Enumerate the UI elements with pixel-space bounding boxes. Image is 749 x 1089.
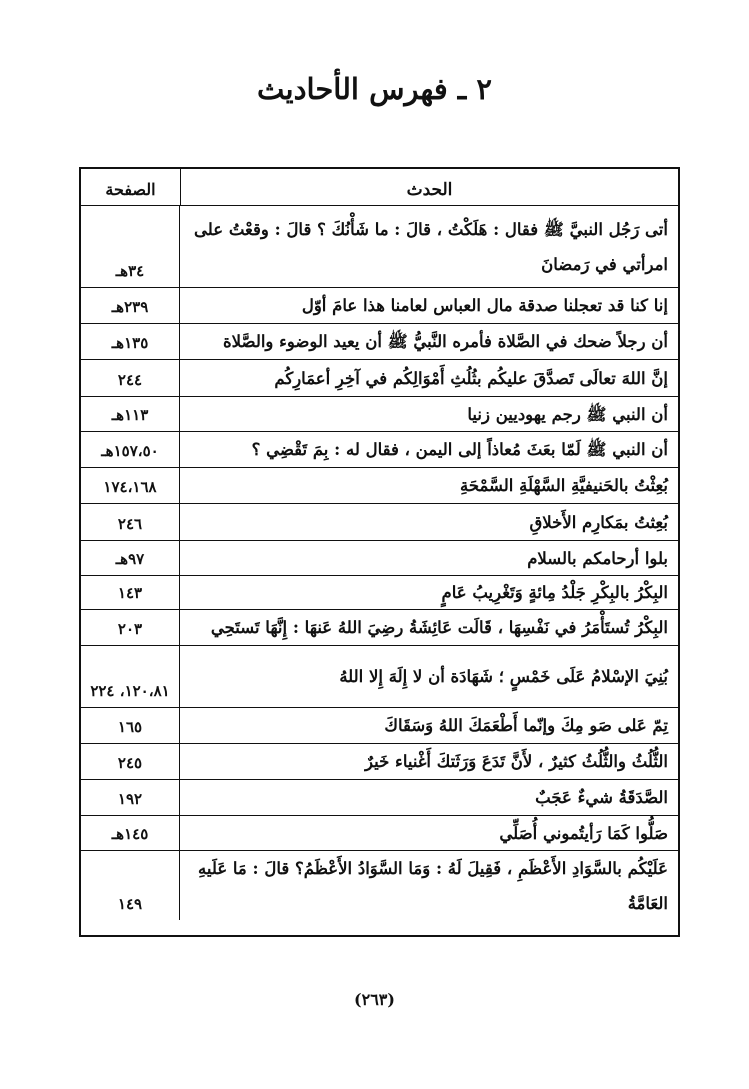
page-reference: ١٤٣ [81, 576, 180, 609]
hadith-text [180, 708, 678, 743]
page-reference: ١٥٧،٥٠هـ [81, 432, 180, 467]
hadith-text-content: أن النبي ﷺ رجم يهوديين زنيا [467, 404, 668, 424]
hadith-text [180, 816, 678, 850]
hadith-text [180, 324, 678, 359]
page-reference: ٩٧هـ [81, 541, 180, 575]
hadith-text [180, 851, 678, 920]
table-body [81, 206, 678, 920]
page-reference: ٢٣٩هـ [81, 288, 180, 323]
hadith-text [180, 744, 678, 779]
page-reference: ٢٤٤ [81, 360, 180, 396]
hadith-text [180, 432, 678, 467]
hadith-text-content: تِمّ عَلى صَو مِكَ وإنّما أَطْعَمَكَ اللهُ وَسَقَاكَ [384, 716, 668, 735]
table-row [81, 646, 678, 708]
page-reference: ١٤٥هـ [81, 816, 180, 850]
page-reference: ١٢٠،٨١، ٢٢٤ [81, 646, 180, 707]
page-reference: ١١٣هـ [81, 397, 180, 431]
table-row [81, 576, 678, 610]
hadith-text-content: الصَّدَقَةُ شيءٌ عَجَبٌ [535, 788, 668, 807]
hadith-text [180, 576, 678, 609]
hadith-text-content: صَلُّوا كَمَا رَأيتُموني أُصَلِّي [499, 823, 668, 843]
table-row [81, 432, 678, 468]
hadith-text [180, 504, 678, 540]
hadith-text-content: البِكْرُ تُستَأْمَرُ في نَفْسِهَا ، قَالَت عَائِشَةُ رضِيَ اللهُ عَنهَا : إِنَّهَا تَستَحِي [210, 618, 668, 637]
page-reference: ١٣٥هـ [81, 324, 180, 359]
hadith-text [180, 780, 678, 815]
table-row [81, 360, 678, 397]
page-reference: ٢٤٦ [81, 504, 180, 540]
table-row [81, 816, 678, 851]
hadith-text-content: بلوا أرحامكم بالسلام [527, 548, 668, 568]
hadith-text [180, 646, 678, 707]
table-header-row [81, 169, 678, 206]
table-row [81, 504, 678, 541]
page-reference: ٢٠٣ [81, 610, 180, 645]
table-row [81, 780, 678, 816]
hadith-text-content: الثُّلُثُ والثُّلُثُ كثيرٌ ، لأَنَّ تَدَعَ وَرَثَتكَ أَغْنياء خَيرٌ [365, 752, 668, 771]
page-reference: ١٩٢ [81, 780, 180, 815]
hadith-text [180, 397, 678, 431]
table-row [81, 610, 678, 646]
table-row [81, 397, 678, 432]
table-row [81, 708, 678, 744]
table-row [81, 288, 678, 324]
page-reference: ٣٤هـ [81, 206, 180, 287]
hadith-text [180, 610, 678, 645]
table-row [81, 206, 678, 288]
page-reference: ١٤٩ [81, 851, 180, 920]
page-number: (٢٦٣) [354, 990, 395, 1009]
hadith-text [180, 288, 678, 323]
hadith-text-content: بُعِثْتُ بالحَنيفيَّةِ السَّهْلَةِ السَّمْحَةِ [459, 476, 668, 495]
hadith-text-content: أتى رَجُل النبيَّ ﷺ فقال : هَلَكْتُ ، قالَ : ما شَأْنُكَ ؟ قالَ : وقعْتُ على امرأتي في رَمضانَ [194, 219, 668, 274]
hadith-text-content: إنا كنا قد تعجلنا صدقة مال العباس لعامنا هذا عامَ أوّل [301, 296, 668, 315]
page-reference: ١٦٥ [81, 708, 180, 743]
hadith-text-content: البِكْرُ بالبِكْرِ جَلْدُ مِائةٍ وَتَغْرِيبُ عَامٍ [441, 583, 668, 602]
hadith-text-content: أن النبي ﷺ لَمّا بعَثَ مُعاذاً إلى اليمن ، فقال له : بِمَ تَقْضِي ؟ [251, 440, 668, 459]
table-row [81, 468, 678, 504]
hadith-text-content: عَلَيْكُم بالسَّوَادِ الأَعْظَمِ ، فَقِيلَ لَهُ : وَمَا السَّوَادُ الأَعْظَمُ؟ قالَ : مَا عَلَيهِ العَامَّةُ [198, 858, 668, 913]
hadith-text-content: أن رجلاً ضحك في الصَّلاة فأمره النَّبيُّ ﷺ أن يعيد الوضوء والصَّلاة [223, 332, 668, 351]
hadith-text [180, 541, 678, 575]
header-page: الصفحة [81, 169, 181, 205]
table-row [81, 851, 678, 920]
hadith-text-content: إنَّ اللهَ تعالَى تَصدَّقَ عليكُم بثُلُثِ أَمْوَالِكُم في آخِرِ أعمَارِكُم [274, 368, 668, 388]
hadith-index-table [79, 167, 680, 937]
hadith-text-content: بُنِيَ الإسْلامُ عَلَى خَمْسٍ ؛ شَهَادَة أن لا إِلَهَ إِلا اللهُ [339, 667, 668, 686]
page-title: ٢ ـ فهرس الأحاديث [257, 72, 492, 106]
table-row [81, 744, 678, 780]
table-row [81, 541, 678, 576]
table-row [81, 324, 678, 360]
page-reference: ١٧٤،١٦٨ [81, 468, 180, 503]
hadith-text [180, 468, 678, 503]
hadith-text-content: بُعِثتُ بمَكارِم الأَخلاقِ [529, 512, 668, 532]
page-reference: ٢٤٥ [81, 744, 180, 779]
hadith-text [180, 360, 678, 396]
hadith-text [180, 206, 678, 287]
header-hadith: الحدث [406, 180, 453, 200]
